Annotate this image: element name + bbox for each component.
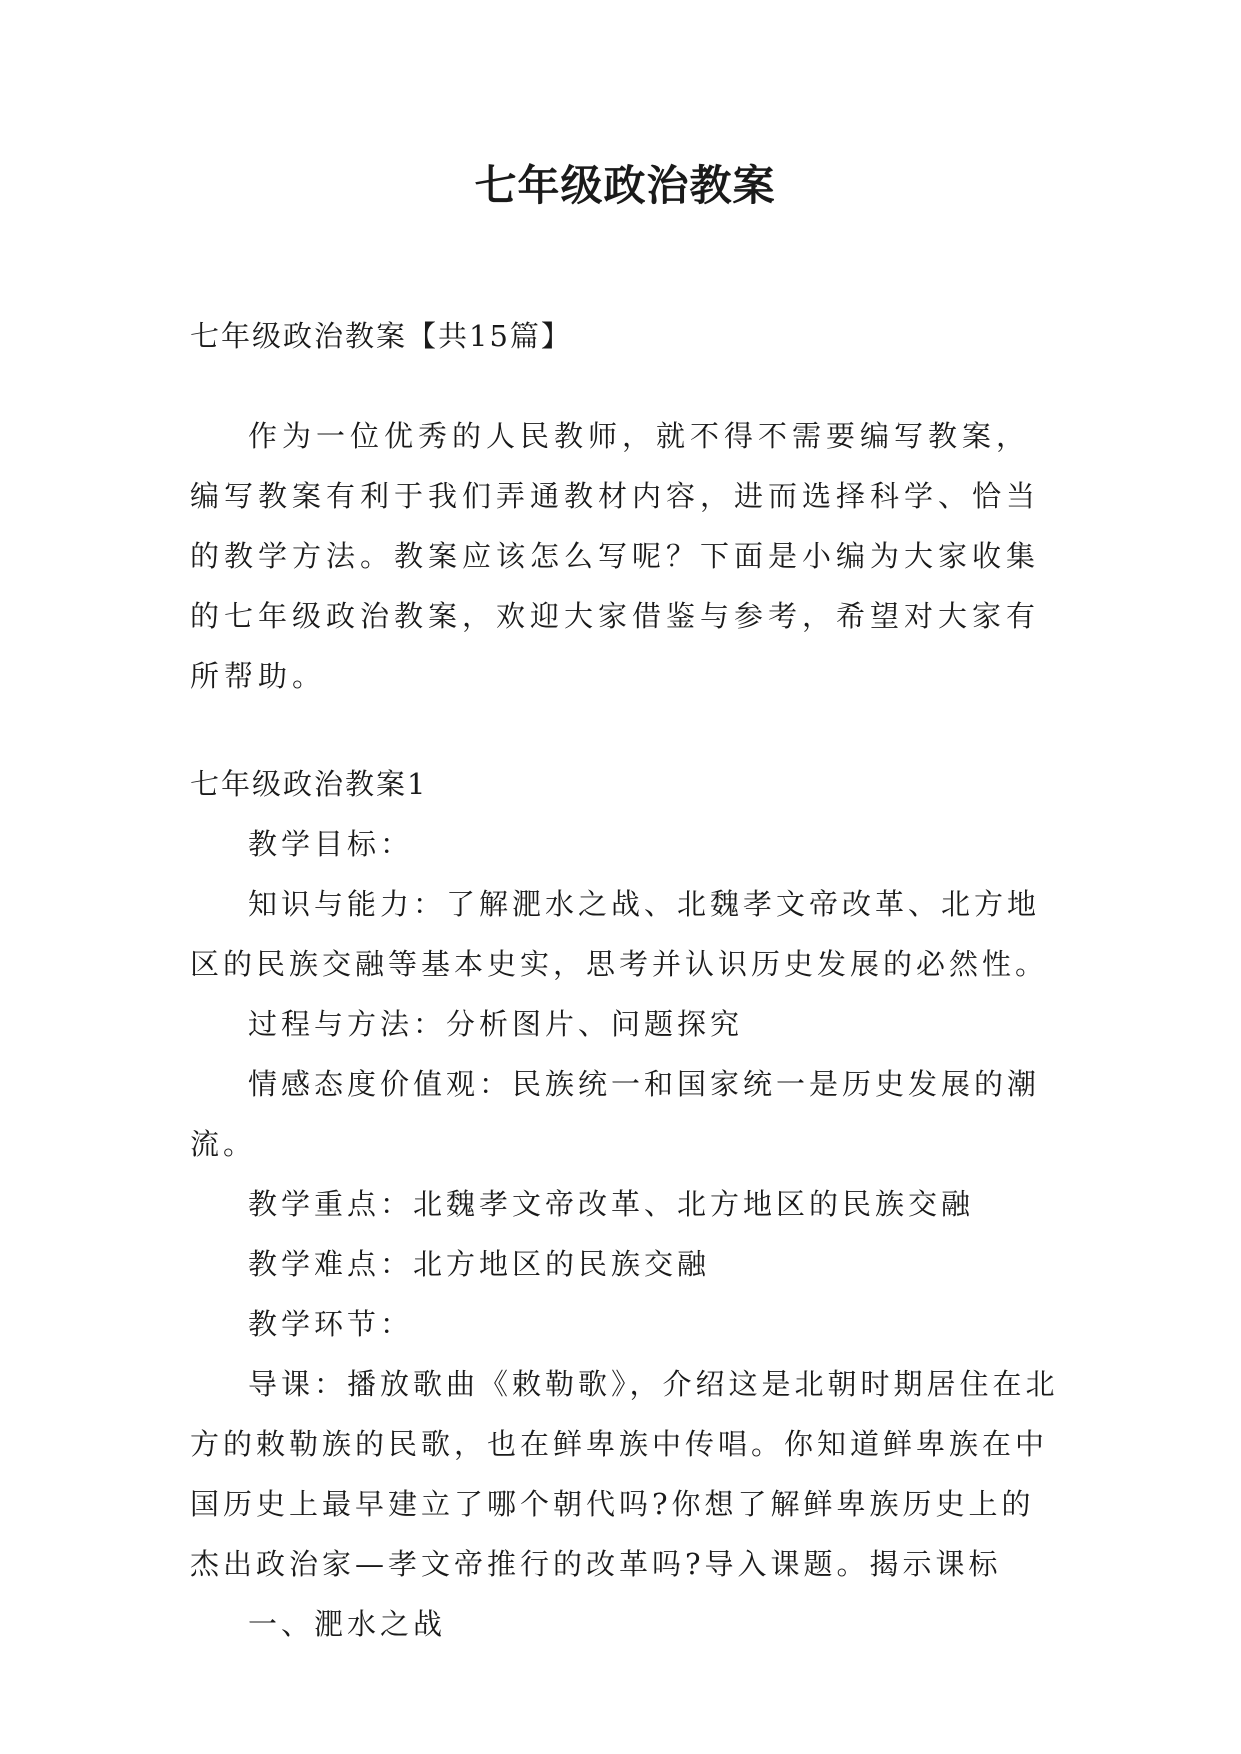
- subsection-heading: 一、淝水之战: [248, 1607, 447, 1641]
- teaching-goals-heading: 教学目标：: [248, 827, 414, 861]
- process-method-paragraph: 过程与方法：分析图片、问题探究: [248, 1007, 744, 1041]
- difficult-points-paragraph: 教学难点：北方地区的民族交融: [248, 1247, 711, 1281]
- intro-paragraph: 作为一位优秀的人民教师，就不得不需要编写教案，编写教案有利于我们弄通教材内容，进而选择科学、恰当的教学方法。教案应该怎么写呢？下面是小编为大家收集的七年级政治教案，欢迎大家借鉴与参考，希望对大家有所帮助。: [190, 419, 1041, 693]
- document-subtitle: 七年级政治教案【共15篇】: [190, 319, 572, 353]
- knowledge-ability-paragraph: 知识与能力：了解淝水之战、北魏孝文帝改革、北方地区的民族交融等基本史实，思考并认识历史发展的必然性。: [190, 887, 1049, 981]
- lead-in-paragraph: 导课：播放歌曲《敕勒歌》，介绍这是北朝时期居住在北方的敕勒族的民歌，也在鲜卑族中传唱。你知道鲜卑族在中国历史上最早建立了哪个朝代吗?你想了解鲜卑族历史上的杰出政治家—孝文帝推行的改革吗?导入课题。揭示课标: [190, 1367, 1059, 1581]
- section-title: 七年级政治教案1: [190, 767, 428, 801]
- teaching-steps-heading: 教学环节：: [248, 1307, 414, 1341]
- document-body: [190, 150, 1060, 1654]
- values-paragraph: 情感态度价值观：民族统一和国家统一是历史发展的潮流。: [190, 1067, 1041, 1161]
- key-points-paragraph: 教学重点：北魏孝文帝改革、北方地区的民族交融: [248, 1187, 975, 1221]
- document-title: 七年级政治教案: [474, 161, 776, 210]
